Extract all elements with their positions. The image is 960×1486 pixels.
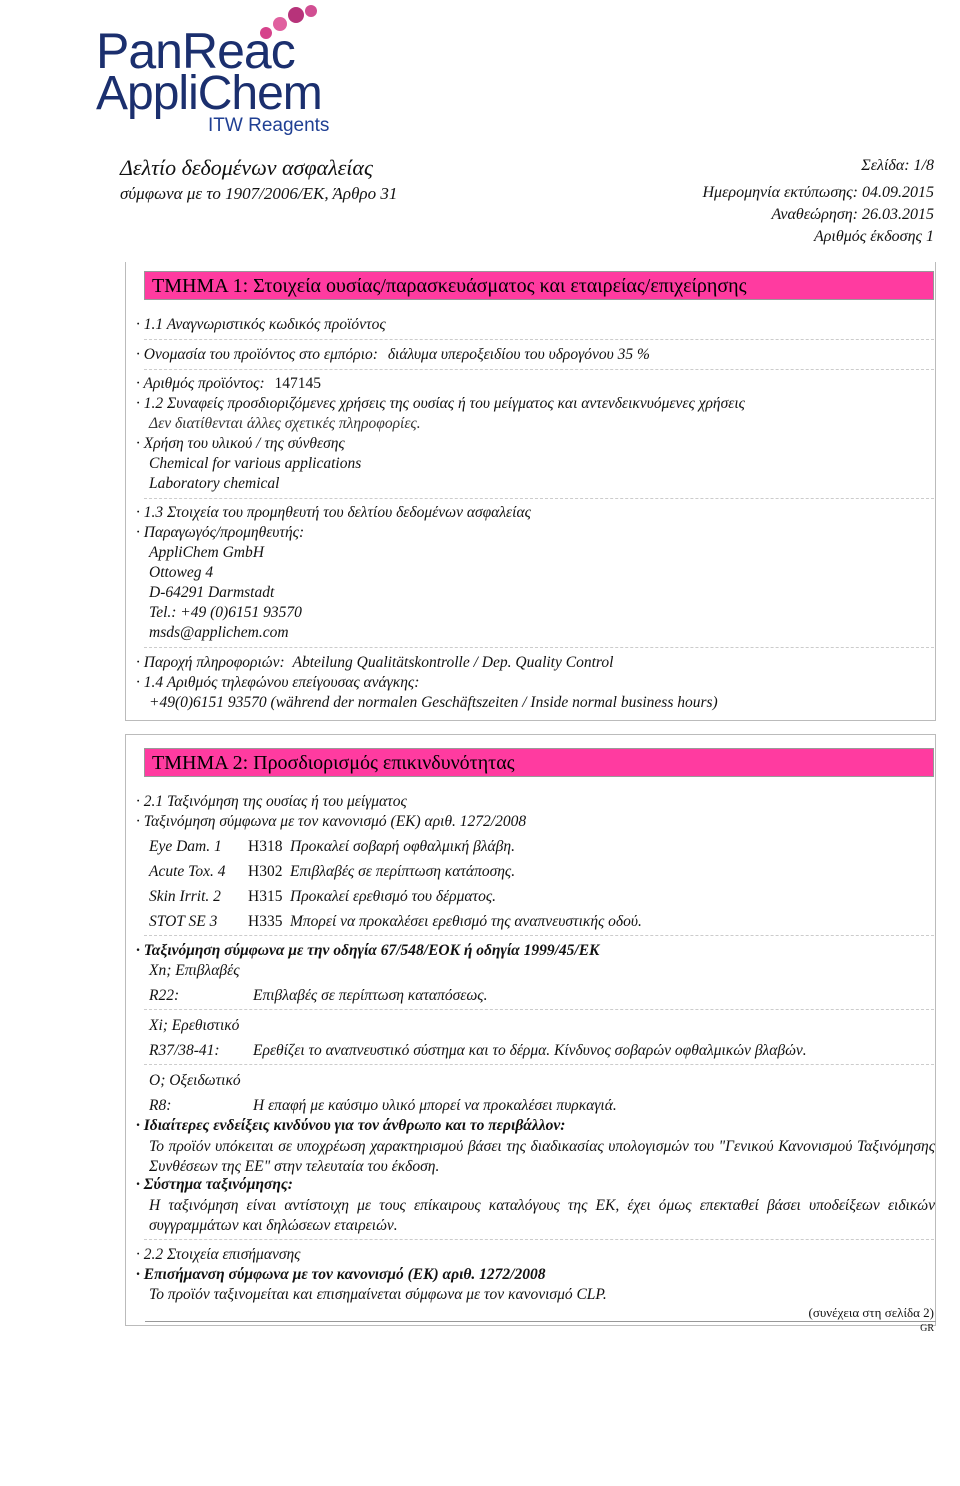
dsd-row — [149, 987, 487, 1005]
clp-code: H318 — [248, 838, 283, 855]
logo-line-2: AppliChem — [96, 67, 322, 120]
clp-text: Προκαλεί σοβαρή οφθαλμική βλάβη. — [290, 838, 515, 855]
clp-code: H315 — [248, 888, 283, 905]
address-line-2: Ottoweg 4 — [149, 564, 214, 581]
dsd-code: R8: — [149, 1097, 172, 1114]
info-row — [136, 654, 613, 672]
footer-rule — [145, 1321, 936, 1322]
dsd-row — [149, 1097, 617, 1115]
logo-line-3: ITW Reagents — [208, 115, 330, 136]
print-date: Ημερομηνία εκτύπωσης: 04.09.2015 — [702, 184, 934, 201]
clp-label: · Ταξινόμηση σύμφωνα με τον κανονισμό (ΕΚ) αριθ. 1272/2008 — [136, 813, 527, 830]
dsd-symbol: Xi; Ερεθιστικό — [149, 1017, 240, 1034]
document-subtitle: σύμφωνα με το 1907/2006/ΕΚ, Άρθρο 31 — [120, 184, 398, 203]
clp-class: STOT SE 3 — [149, 913, 218, 930]
dsd-text: Ερεθίζει το αναπνευστικό σύστημα και το δέρμα. Κίνδυνος σοβαρών οφθαλμικών βλαβών. — [253, 1042, 807, 1059]
section-1-title: ΤΜΗΜΑ 1: Στοιχεία ουσίας/παρασκευάσματος και εταιρείας/επιχείρησης — [144, 271, 934, 300]
clp-text: Μπορεί να προκαλέσει ερεθισμό της αναπνευστικής οδού. — [290, 913, 642, 930]
divider — [144, 339, 934, 340]
clp-code: H335 — [248, 913, 283, 930]
clp-class: Skin Irrit. 2 — [149, 888, 221, 905]
divider — [144, 369, 934, 370]
logo-line-1: PanReac — [96, 23, 295, 79]
clp-class: Acute Tox. 4 — [149, 863, 226, 880]
document-title: Δελτίο δεδομένων ασφαλείας — [120, 155, 373, 180]
clp-code: H302 — [248, 863, 283, 880]
dsd-text: Επιβλαβές σε περίπτωση καταπόσεως. — [253, 987, 488, 1004]
hazards-label: · Ιδιαίτερες ενδείξεις κινδύνου για τον άνθρωπο και το περιβάλλον: — [136, 1117, 566, 1134]
continued-note: (συνέχεια στη σελίδα 2) — [808, 1305, 934, 1320]
label-clp: · Επισήμανση σύμφωνα με τον κανονισμό (ΕΚ) αριθ. 1272/2008 — [136, 1266, 546, 1283]
divider — [144, 647, 934, 648]
revision-date: Αναθεώρηση: 26.03.2015 — [771, 206, 934, 223]
divider — [144, 1009, 934, 1010]
language-code: GR — [920, 1323, 934, 1334]
trade-name-value: διάλυμα υπεροξειδίου του υδρογόνου 35 % — [387, 346, 650, 363]
version-number: Αριθμός έκδοσης 1 — [813, 228, 934, 245]
system-text: Η ταξινόμηση είναι αντίστοιχη με τους επίκαιρους καταλόγους της ΕΚ, έχει όμως επεκταθεί βάσει υποδείξεων ειδικών συγγραμμάτων και δηλώσεων εταιρειών. — [149, 1197, 935, 1234]
page-number: Σελίδα: 1/8 — [861, 157, 934, 174]
address-line-4: Tel.: +49 (0)6151 93570 — [149, 604, 302, 621]
system-label: · Σύστημα ταξινόμησης: — [136, 1176, 293, 1193]
dsd-code: R22: — [149, 987, 180, 1004]
trade-name-row — [136, 346, 650, 364]
use-1: Chemical for various applications — [149, 455, 362, 472]
divider — [144, 1239, 934, 1240]
dsd-symbol: O; Οξειδωτικό — [149, 1072, 241, 1089]
info-label: · Παροχή πληροφοριών: — [136, 654, 285, 671]
label-text: Το προϊόν ταξινομείται και επισημαίνεται σύμφωνα με τον κανονισμό CLP. — [149, 1286, 607, 1303]
dsd-label: · Ταξινόμηση σύμφωνα με την οδηγία 67/548/ΕΟΚ ή οδηγία 1999/45/ΕΚ — [136, 942, 600, 959]
address-line-3: D-64291 Darmstadt — [149, 584, 275, 601]
s2-2-heading: · 2.2 Στοιχεία επισήμανσης — [136, 1246, 301, 1263]
s1-2-heading: · 1.2 Συναφείς προσδιοριζόμενες χρήσεις της ουσίας ή του μείγματος και αντενδεικνυόμενες χρήσεις — [136, 395, 745, 412]
hazards-text: Το προϊόν υπόκειται σε υποχρέωση χαρακτηρισμού βάσει της διαδικασίας υπολογισμών του "Γενικού Κανονισμού Ταξινόμησης Συνθέσεων της ΕΕ" στην τελευταία του έκδοση. — [149, 1138, 935, 1175]
divider — [144, 498, 934, 499]
address-line-1: AppliChem GmbH — [149, 544, 264, 561]
address-line-5: msds@applichem.com — [149, 624, 289, 641]
product-number-label: · Αριθμός προϊόντος: — [136, 375, 265, 392]
dsd-row — [149, 1042, 807, 1060]
product-number-row — [136, 375, 321, 393]
section-2-title: ΤΜΗΜΑ 2: Προσδιορισμός επικινδυνότητας — [144, 748, 934, 777]
trade-name-label: · Ονομασία του προϊόντος στο εμπόριο: — [136, 346, 378, 363]
clp-row — [149, 863, 515, 881]
product-number-value: 147145 — [274, 375, 322, 392]
dsd-text: Η επαφή με καύσιμο υλικό μπορεί να προκαλέσει πυρκαγιά. — [253, 1097, 617, 1114]
s1-1-heading: · 1.1 Αναγνωριστικός κωδικός προϊόντος — [136, 316, 386, 333]
clp-row — [149, 888, 496, 906]
use-label: · Χρήση του υλικού / της σύνθεσης — [136, 435, 345, 452]
info-value: Abteilung Qualitätskontrolle / Dep. Quality Control — [292, 654, 614, 671]
dsd-symbol: Xn; Επιβλαβές — [149, 962, 240, 979]
clp-row — [149, 838, 515, 856]
s1-3-heading: · 1.3 Στοιχεία του προμηθευτή του δελτίου δεδομένων ασφαλείας — [136, 504, 531, 521]
clp-text: Επιβλαβές σε περίπτωση κατάποσης. — [290, 863, 516, 880]
clp-text: Προκαλεί ερεθισμό του δέρματος. — [290, 888, 497, 905]
clp-row — [149, 913, 642, 931]
clp-class: Eye Dam. 1 — [149, 838, 222, 855]
s1-4-heading: · 1.4 Αριθμός τηλεφώνου επείγουσας ανάγκης: — [136, 674, 420, 691]
use-2: Laboratory chemical — [149, 475, 280, 492]
dsd-code: R37/38-41: — [149, 1042, 220, 1059]
divider — [144, 1064, 934, 1065]
divider — [144, 935, 934, 936]
supplier-label: · Παραγωγός/προμηθευτής: — [136, 524, 305, 541]
s1-2-text: Δεν διατίθενται άλλες σχετικές πληροφορίες. — [149, 415, 421, 432]
s2-1-heading: · 2.1 Ταξινόμηση της ουσίας ή του μείγματος — [136, 793, 407, 810]
s1-4-value: +49(0)6151 93570 (während der normalen Geschäftszeiten / Inside normal business hours) — [149, 694, 718, 711]
